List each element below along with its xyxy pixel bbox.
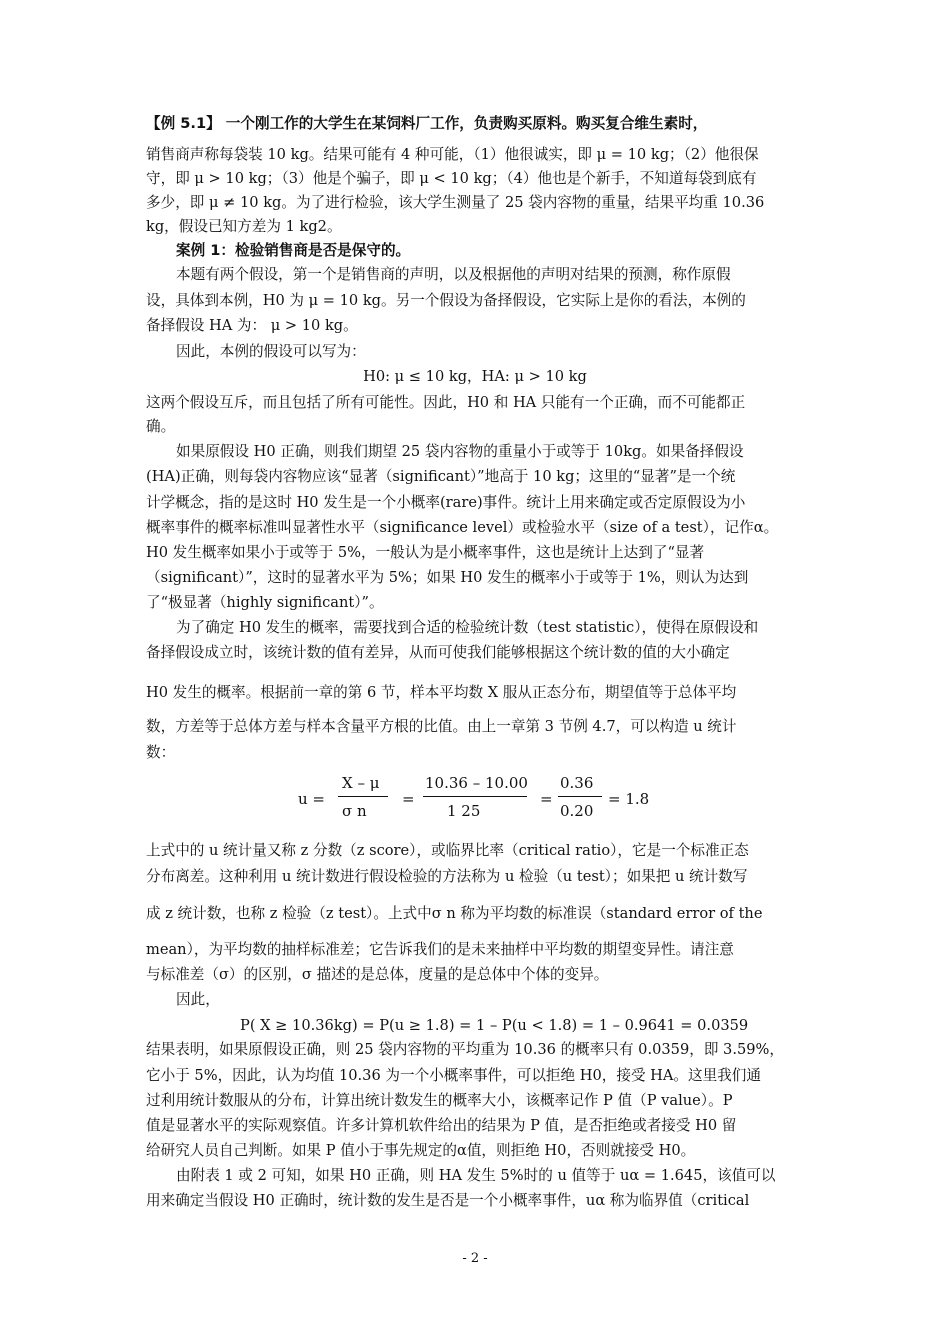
text-line: 上式中的 u 统计量又称 z 分数（z score），或临界比率（critical ratio），它是一个标准正态 xyxy=(146,842,749,859)
formula-eq1: = xyxy=(402,790,415,808)
text-line: 计学概念，指的是这时 H0 发生是一个小概率(rare)事件。统计上用来确定或否定原假设为小 xyxy=(146,494,746,511)
text-line: 多少，即 μ ≠ 10 kg。为了进行检验，该大学生测量了 25 袋内容物的重量，结果平均重 10.36 xyxy=(146,194,765,211)
formula-den1: σ n xyxy=(342,802,367,820)
text-line: 本题有两个假设，第一个是销售商的声明，以及根据他的声明对结果的预测，称作原假 xyxy=(176,266,731,283)
text-line: mean），为平均数的抽样标准差；它告诉我们的是未来抽样中平均数的期望变异性。请注意 xyxy=(146,941,734,958)
text-line: （significant）”，这时的显著水平为 5%；如果 H0 发生的概率小于或等于 1%，则认为达到 xyxy=(146,569,749,586)
text-line: 用来确定当假设 H0 正确时，统计数的发生是否是一个小概率事件，uα 称为临界值（critical xyxy=(146,1192,750,1209)
text-line: 由附表 1 或 2 可知，如果 H0 正确，则 HA 发生 5%时的 u 值等于 uα = 1.645，该值可以 xyxy=(176,1167,776,1184)
text-line: H0 发生的概率。根据前一章的第 6 节，样本平均数 X 服从正态分布，期望值等于总体平均 xyxy=(146,684,737,701)
text-line: 如果原假设 H0 正确，则我们期望 25 袋内容物的重量小于或等于 10kg。如果备择假设 xyxy=(176,443,744,460)
formula-lhs: u = xyxy=(298,790,325,808)
text-line: 给研究人员自己判断。如果 P 值小于事先规定的α值，则拒绝 H0，否则就接受 H0。 xyxy=(146,1142,696,1159)
formula-den3: 0.20 xyxy=(560,802,594,820)
text-line: 为了确定 H0 发生的概率，需要找到合适的检验统计数（test statistic），使得在原假设和 xyxy=(176,619,759,636)
text-line: 这两个假设互斥，而且包括了所有可能性。因此，H0 和 HA 只能有一个正确，而不可能都正 xyxy=(146,394,746,411)
formula-num3: 0.36 xyxy=(560,774,594,792)
text-line: 概率事件的概率标准叫显著性水平（significance level）或检验水平（size of a test），记作α。 xyxy=(146,519,779,536)
probability-equation: P( X ≥ 10.36kg) = P(u ≥ 1.8) = 1 – P(u < 1.8) = 1 – 0.9641 = 0.0359 xyxy=(240,1017,749,1034)
text-line: 备择假设成立时，该统计数的值有差异，从而可使我们能够根据这个统计数的值的大小确定 xyxy=(146,644,730,661)
text-line: 它小于 5%，因此，认为均值 10.36 为一个小概率事件，可以拒绝 H0，接受 HA。这里我们通 xyxy=(146,1067,761,1084)
text-line: 值是显著水平的实际观察值。许多计算机软件给出的结果为 P 值，是否拒绝或者接受 H0 留 xyxy=(146,1117,737,1134)
formula-num1: X – μ xyxy=(342,774,380,792)
page-number: - 2 - xyxy=(462,1251,488,1266)
text-line: 了“极显著（highly significant）”。 xyxy=(146,594,384,611)
fraction-bar xyxy=(423,796,527,797)
text-line: 过利用统计数服从的分布，计算出统计数发生的概率大小，该概率记作 P 值（P value）。P xyxy=(146,1092,733,1109)
text-line: 销售商声称每袋装 10 kg。结果可能有 4 种可能，（1）他很诚实，即 μ = 10 kg；（2）他很保 xyxy=(146,146,759,163)
text-line: 因此，本例的假设可以写为： xyxy=(176,343,366,360)
text-line: 成 z 统计数，也称 z 检验（z test）。上式中σ n 称为平均数的标准误（standard error of the xyxy=(146,905,763,922)
case-heading: 案例 1：检验销售商是否是保守的。 xyxy=(176,242,411,259)
fraction-bar xyxy=(338,796,388,797)
text-line: 守，即 μ > 10 kg；（3）他是个骗子，即 μ < 10 kg；（4）他也是个新手，不知道每袋到底有 xyxy=(146,170,757,187)
fraction-bar xyxy=(558,796,602,797)
example-heading-line: 【例 5.1】 一个刚工作的大学生在某饲料厂工作，负责购买原料。购买复合维生素时， xyxy=(146,115,708,132)
text-line: kg，假设已知方差为 1 kg2。 xyxy=(146,218,342,235)
formula-eq2: = xyxy=(540,790,553,808)
formula-num2: 10.36 – 10.00 xyxy=(425,774,528,792)
formula-result: = 1.8 xyxy=(608,790,650,808)
text-line: 设，具体到本例，H0 为 μ = 10 kg。另一个假设为备择假设，它实际上是你的看法，本例的 xyxy=(146,292,746,309)
text-line: 与标准差（σ）的区别，σ 描述的是总体，度量的是总体中个体的变异。 xyxy=(146,966,609,983)
text-line: (HA)正确，则每袋内容物应该“显著（significant）”地高于 10 kg；这里的“显著”是一个统 xyxy=(146,468,736,485)
hypotheses-equation: H0: μ ≤ 10 kg，HA: μ > 10 kg xyxy=(363,368,587,385)
text-line: 结果表明，如果原假设正确，则 25 袋内容物的平均重为 10.36 的概率只有 0.0359，即 3.59%， xyxy=(146,1041,785,1058)
text-line: 备择假设 HA 为： μ > 10 kg。 xyxy=(146,317,358,334)
text-line: 因此， xyxy=(176,991,220,1008)
text-line: 数，方差等于总体方差与样本含量平方根的比值。由上一章第 3 节例 4.7，可以构造 u 统计 xyxy=(146,718,737,735)
formula-den2: 1 25 xyxy=(447,802,481,820)
text-line: 确。 xyxy=(146,418,176,435)
text-line: 数： xyxy=(146,744,176,761)
text-line: 分布离差。这种利用 u 统计数进行假设检验的方法称为 u 检验（u test）；如果把 u 统计数写 xyxy=(146,868,748,885)
text-line: H0 发生概率如果小于或等于 5%，一般认为是小概率事件，这也是统计上达到了“显著 xyxy=(146,544,705,561)
